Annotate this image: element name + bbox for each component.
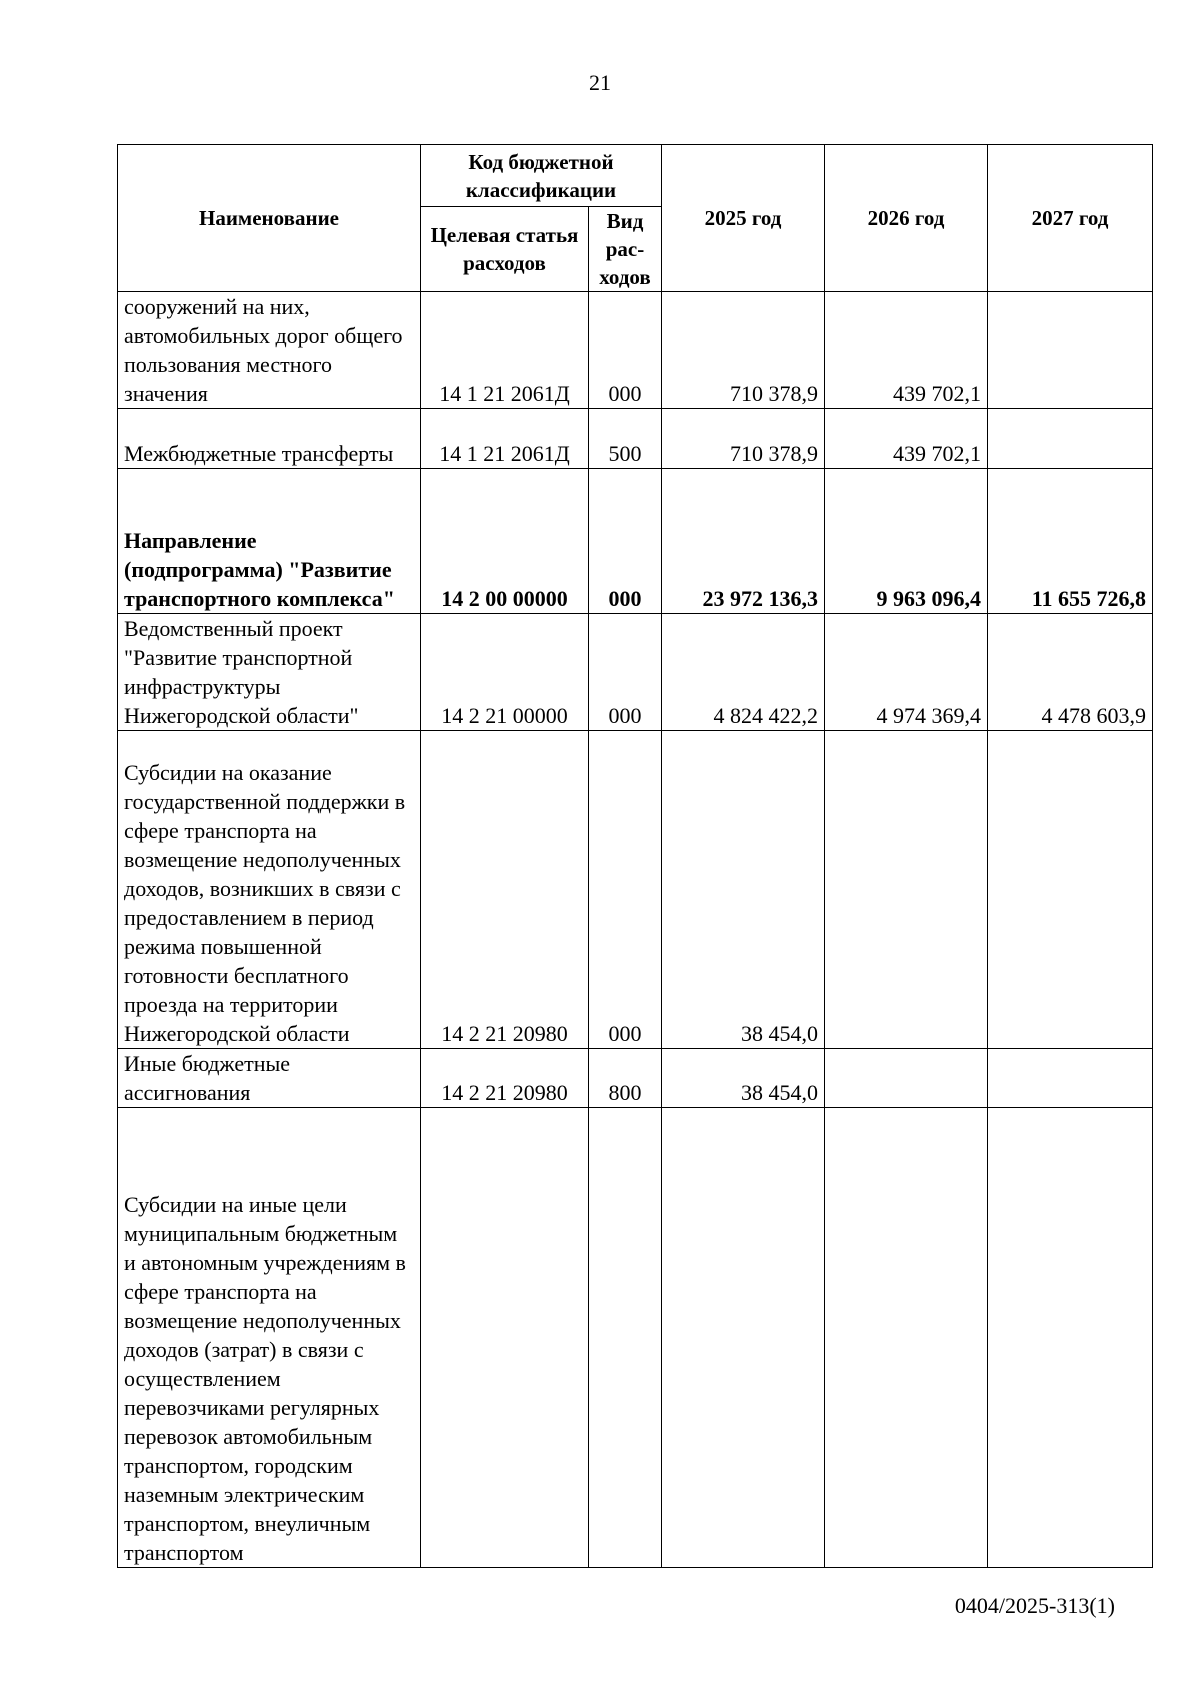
table-row <box>118 409 1153 469</box>
header-expense-type: Вид рас-ходов <box>589 207 662 292</box>
row-expense-type: 000 <box>589 614 662 731</box>
row-value-2027 <box>988 1049 1153 1108</box>
row-value-2026 <box>825 1108 988 1568</box>
row-value-2026: 439 702,1 <box>825 292 988 409</box>
row-value-2027: 4 478 603,9 <box>988 614 1153 731</box>
row-expense-type: 000 <box>589 292 662 409</box>
row-name: Иные бюджетные ассигнования <box>118 1049 421 1108</box>
budget-table <box>117 144 1153 1568</box>
row-name: Ведомственный проект "Развитие транспортной инфраструктуры Нижегородской области" <box>118 614 421 731</box>
row-name: Направление (подпрограмма) "Развитие транспортного комплекса" <box>118 469 421 614</box>
row-value-2027 <box>988 292 1153 409</box>
table-row <box>118 731 1153 1049</box>
table-row <box>118 1049 1153 1108</box>
table-row <box>118 469 1153 614</box>
page-number: 21 <box>589 70 611 95</box>
row-target-article <box>421 1108 589 1568</box>
row-value-2025: 710 378,9 <box>662 409 825 469</box>
row-value-2025: 4 824 422,2 <box>662 614 825 731</box>
header-name: Наименование <box>118 145 421 292</box>
row-expense-type: 800 <box>589 1049 662 1108</box>
header-year-2026: 2026 год <box>825 145 988 292</box>
row-value-2026 <box>825 1049 988 1108</box>
row-value-2026: 439 702,1 <box>825 409 988 469</box>
table-row <box>118 614 1153 731</box>
row-target-article: 14 2 21 20980 <box>421 1049 589 1108</box>
row-value-2027 <box>988 1108 1153 1568</box>
row-name: Межбюджетные трансферты <box>118 409 421 469</box>
row-value-2027: 11 655 726,8 <box>988 469 1153 614</box>
row-value-2025: 710 378,9 <box>662 292 825 409</box>
row-expense-type: 500 <box>589 409 662 469</box>
row-name: Субсидии на оказание государственной поддержки в сфере транспорта на возмещение недополученных доходов, возникших в связи с предоставлением в период режима повышенной готовности бесплатного проезда на территории Нижегородской области <box>118 731 421 1049</box>
row-target-article: 14 2 21 00000 <box>421 614 589 731</box>
row-name: сооружений на них, автомобильных дорог общего пользования местного значения <box>118 292 421 409</box>
header-target-article: Целевая статья расходов <box>421 207 589 292</box>
row-target-article: 14 2 21 20980 <box>421 731 589 1049</box>
row-value-2026 <box>825 731 988 1049</box>
row-value-2026: 4 974 369,4 <box>825 614 988 731</box>
row-value-2027 <box>988 409 1153 469</box>
row-expense-type: 000 <box>589 469 662 614</box>
row-name: Субсидии на иные цели муниципальным бюджетным и автономным учреждениям в сфере транспорта на возмещение недополученных доходов (затрат) в связи с осуществлением перевозчиками регулярных перевозок автомобильным транспортом, городским наземным электрическим транспортом, внеуличным транспортом <box>118 1108 421 1568</box>
header-year-2027: 2027 год <box>988 145 1153 292</box>
row-expense-type <box>589 1108 662 1568</box>
row-value-2027 <box>988 731 1153 1049</box>
row-target-article: 14 1 21 2061Д <box>421 292 589 409</box>
row-value-2025: 23 972 136,3 <box>662 469 825 614</box>
row-value-2026: 9 963 096,4 <box>825 469 988 614</box>
row-value-2025: 38 454,0 <box>662 731 825 1049</box>
row-expense-type: 000 <box>589 731 662 1049</box>
row-value-2025 <box>662 1108 825 1568</box>
table-row <box>118 292 1153 409</box>
row-value-2025: 38 454,0 <box>662 1049 825 1108</box>
document-code: 0404/2025-313(1) <box>954 1593 1115 1618</box>
row-target-article: 14 1 21 2061Д <box>421 409 589 469</box>
row-target-article: 14 2 00 00000 <box>421 469 589 614</box>
header-kbk: Код бюджетной классификации <box>421 145 662 207</box>
table-row <box>118 1108 1153 1568</box>
header-year-2025: 2025 год <box>662 145 825 292</box>
